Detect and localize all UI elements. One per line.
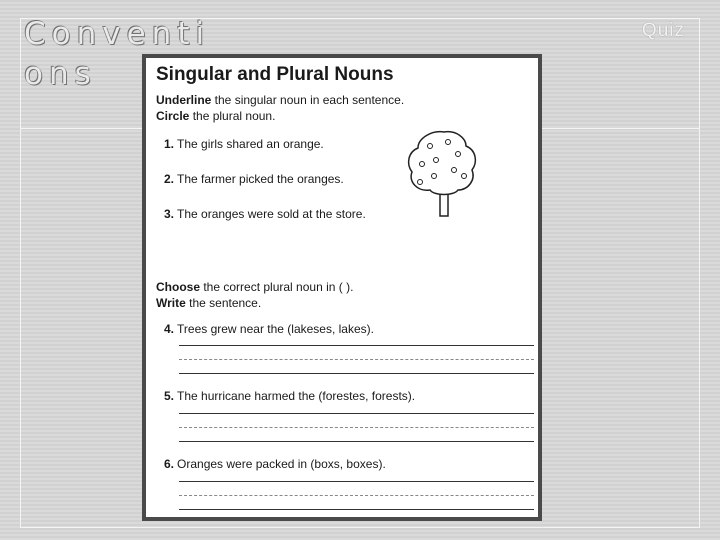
worksheet-title: Singular and Plural Nouns — [156, 64, 394, 85]
orange-tree-icon — [404, 128, 484, 220]
writing-line — [179, 373, 534, 374]
writing-line-guide — [179, 359, 534, 360]
quiz-label: Quiz — [641, 20, 685, 41]
question-6 — [164, 457, 386, 471]
question-text: Trees grew near the (lakeses, lakes). — [177, 322, 374, 336]
question-text: Oranges were packed in (boxs, boxes). — [177, 457, 386, 471]
writing-line — [179, 345, 534, 346]
instruction-keyword: Underline — [156, 93, 212, 107]
instruction-text: the singular noun in each sentence. — [211, 93, 405, 107]
writing-line — [179, 413, 534, 414]
question-5 — [164, 389, 415, 403]
question-text: The oranges were sold at the store. — [177, 207, 366, 221]
instruction-circle — [156, 109, 275, 124]
question-text: The girls shared an orange. — [177, 137, 324, 151]
instruction-text: the plural noun. — [189, 109, 276, 123]
instruction-choose — [156, 280, 353, 295]
instruction-underline — [156, 93, 404, 108]
worksheet-image — [142, 54, 542, 521]
writing-line — [179, 441, 534, 442]
question-4 — [164, 322, 374, 336]
question-number: 4. — [164, 322, 175, 336]
writing-line-guide — [179, 495, 534, 496]
question-2 — [164, 172, 344, 186]
writing-line — [179, 509, 534, 510]
question-3 — [164, 207, 366, 221]
question-1 — [164, 137, 324, 151]
question-text: The hurricane harmed the (forestes, forests). — [177, 389, 416, 403]
writing-line-guide — [179, 427, 534, 428]
question-number: 6. — [164, 457, 175, 471]
instruction-write — [156, 296, 261, 311]
question-number: 1. — [164, 137, 175, 151]
instruction-text: the sentence. — [185, 296, 262, 310]
writing-line — [179, 481, 534, 482]
slide-title: Conventions — [24, 16, 211, 92]
instruction-keyword: Choose — [156, 280, 201, 294]
question-text: The farmer picked the oranges. — [177, 172, 344, 186]
instruction-text: the correct plural noun in ( ). — [200, 280, 354, 294]
instruction-keyword: Circle — [156, 109, 190, 123]
question-number: 5. — [164, 389, 175, 403]
question-number: 3. — [164, 207, 175, 221]
instruction-keyword: Write — [156, 296, 186, 310]
question-number: 2. — [164, 172, 175, 186]
